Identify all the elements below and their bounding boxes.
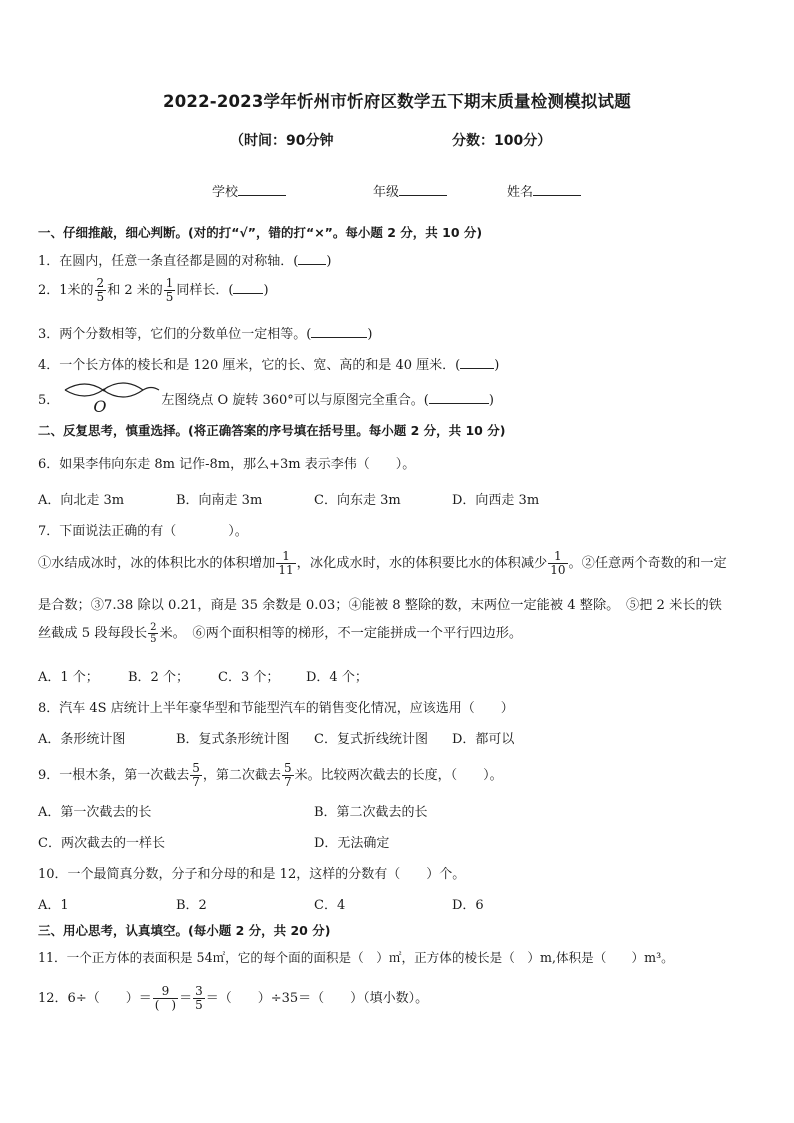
- question-7-statement-line-3: 丝截成 5 段每段长 $\frac{2}{5}$ 米。 ⑥两个面积相等的梯形，不一定能拼成一个平行四边形。: [38, 622, 523, 645]
- section-3-header: 三、用心思考，认真填空。(每小题 2 分，共 20 分): [38, 923, 331, 938]
- option-c[interactable]: C．两次截去的一样长: [38, 836, 165, 851]
- option-b[interactable]: B．2: [176, 898, 207, 913]
- option-a[interactable]: A．1: [38, 898, 69, 913]
- option-c[interactable]: C．3 个；: [218, 670, 280, 685]
- option-b[interactable]: B．向南走 3m: [176, 493, 263, 508]
- question-7-statement-line-1: ①水结成冰时，冰的体积比水的体积增加 $\frac{1}{11}$ ，冰化成水时，水的体积要比水的体积减少 $\frac{1}{10}$ 。②任意两个奇数的和一定: [38, 549, 727, 577]
- question-10: 10．一个最简真分数，分子和分母的和是 12，这样的分数有（ ）个。: [38, 867, 466, 882]
- question-8: 8．汽车 4S 店统计上半年豪华型和节能型汽车的销售变化情况，应该选用（ ）: [38, 701, 514, 716]
- question-4: 4．一个长方体的棱长和是 120 厘米，它的长、宽、高的和是 40 厘米．( ): [38, 358, 500, 373]
- option-d[interactable]: D．无法确定: [314, 836, 390, 851]
- question-6: 6．如果李伟向东走 8m 记作-8m，那么+3m 表示李伟（ ）。: [38, 457, 416, 472]
- page-title: 2022-2023学年忻州市忻府区数学五下期末质量检测模拟试题: [163, 92, 631, 111]
- question-9: 9．一根木条，第一次截去 $\frac{5}{7}$ ，第二次截去 $\frac{5}{7}$ 米。比较两次截去的长度，（ ）。: [38, 761, 503, 789]
- question-1: 1．在圆内，任意一条直径都是圆的对称轴．( ): [38, 254, 332, 269]
- rotation-figure: [63, 392, 161, 416]
- option-b[interactable]: B．第二次截去的长: [314, 805, 428, 820]
- option-a[interactable]: A．1 个；: [38, 670, 99, 685]
- answer-blank[interactable]: [460, 356, 494, 369]
- option-c[interactable]: C．复式折线统计图: [314, 732, 428, 747]
- option-a[interactable]: A．向北走 3m: [38, 493, 125, 508]
- answer-blank[interactable]: [429, 391, 489, 404]
- question-5: 5． O 左图绕点 O 旋转 360°可以与原图完全重合。( ): [38, 389, 494, 408]
- question-7-statement-line-2: 是合数；③7.38 除以 0.21，商是 35 余数是 0.03；④能被 8 整除的数，末两位一定能被 4 整除。 ⑤把 2 米长的铁: [38, 598, 722, 613]
- option-d[interactable]: D．都可以: [452, 732, 515, 747]
- answer-blank[interactable]: [233, 281, 263, 294]
- option-a[interactable]: A．第一次截去的长: [38, 805, 152, 820]
- grade-field[interactable]: 年级: [373, 181, 447, 200]
- question-3: 3．两个分数相等，它们的分数单位一定相等。( ): [38, 327, 373, 342]
- question-7: 7．下面说法正确的有（ ）。: [38, 524, 248, 539]
- option-d[interactable]: D．向西走 3m: [452, 493, 540, 508]
- name-field[interactable]: 姓名: [507, 181, 581, 200]
- option-d[interactable]: D．4 个；: [306, 670, 368, 685]
- answer-blank[interactable]: [298, 252, 326, 265]
- exam-time: （时间：90分钟: [230, 133, 334, 149]
- option-a[interactable]: A．条形统计图: [38, 732, 126, 747]
- school-field[interactable]: 学校: [212, 181, 286, 200]
- section-1-header: 一、仔细推敲，细心判断。(对的打“√”，错的打“×”。每小题 2 分，共 10 分): [38, 225, 483, 240]
- section-2-header: 二、反复思考，慎重选择。(将正确答案的序号填在括号里。每小题 2 分，共 10 分): [38, 423, 506, 438]
- point-o-label: O: [93, 397, 107, 416]
- question-12: 12．6÷（ ）＝ $\frac{9}{( )}$ ＝ $\frac{3}{5}$ ＝（ ）÷35＝（ ）（填小数）。: [38, 984, 429, 1012]
- wave-curve-figure: [63, 382, 161, 412]
- question-2: 2．1米的 $\frac{2}{5}$ 和 2 米的 $\frac{1}{5}$ 同样长．( ): [38, 276, 269, 304]
- option-c[interactable]: C．4: [314, 898, 346, 913]
- option-d[interactable]: D．6: [452, 898, 484, 913]
- option-c[interactable]: C．向东走 3m: [314, 493, 401, 508]
- question-11: 11．一个正方体的表面积是 54㎡，它的每个面的面积是（ ）㎡，正方体的棱长是（ ）m,体积是（ ）m³。: [38, 950, 674, 965]
- answer-blank[interactable]: [311, 325, 367, 338]
- option-b[interactable]: B．2 个；: [128, 670, 189, 685]
- option-b[interactable]: B．复式条形统计图: [176, 732, 290, 747]
- exam-score: 分数：100分）: [452, 133, 552, 149]
